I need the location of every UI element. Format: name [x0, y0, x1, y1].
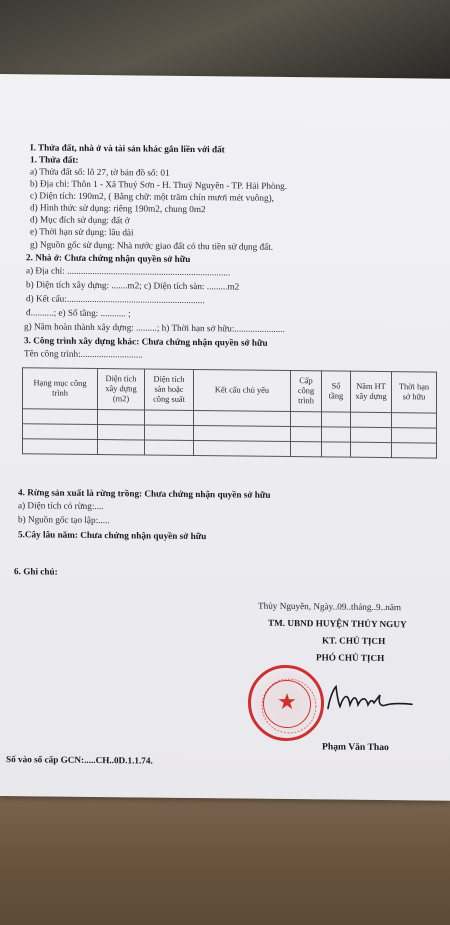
column-header: Kết cấu chủ yếu — [194, 370, 291, 412]
house-completion: g) Năm hoàn thành xây dựng: .........; h) Thời hạn sở hữu:...................... — [24, 321, 285, 334]
forest-area: a) Diện tích có rừng:.... — [18, 500, 104, 512]
section2-heading: 2. Nhà ở: Chưa chứng nhận quyền sở hữu — [26, 252, 191, 264]
parcel-area: c) Diện tích: 190m2, ( Bằng chữ: một trăm chín mươi mét vuông), — [30, 190, 274, 203]
signing-organization: TM. UBND HUYỆN THỦY NGUY — [268, 617, 407, 630]
usage-form: d) Hình thức sử dụng: riêng 190m2, chung 0m2 — [30, 202, 206, 215]
gcn-register-number: Số vào sổ cấp GCN:.....CH..0D.1.1.74. — [6, 754, 153, 766]
column-header: Cấp công trình — [291, 371, 322, 412]
house-area: b) Diện tích xây dựng: .......m2; c) Diện tích sàn: .........m2 — [26, 279, 240, 292]
handwritten-signature — [320, 682, 430, 713]
column-header: Diện tích sàn hoặc công suất — [145, 369, 194, 411]
document-page — [0, 74, 450, 801]
usage-purpose: d) Mục đích sử dụng: đất ở — [30, 214, 130, 226]
signing-role-2: PHÓ CHỦ TỊCH — [316, 652, 385, 664]
usage-term: e) Thời hạn sử dụng: lâu dài — [30, 226, 134, 238]
section5-heading: 5.Cây lâu năm: Chưa chứng nhận quyền sở hữu — [18, 529, 207, 542]
house-address: a) Địa chỉ: ....................................................................... — [26, 265, 231, 278]
section1-sub: 1. Thửa đất: — [30, 154, 79, 165]
house-structure: d) Kết cấu:............................................................ — [26, 293, 205, 306]
background-table-surface — [0, 790, 450, 925]
section1-heading: I. Thửa đất, nhà ở và tài sản khác gắn liền với đất — [30, 142, 225, 155]
column-header: Diện tích xây dựng (m2) — [98, 369, 145, 410]
seal-emblem — [263, 680, 311, 729]
signer-name: Phạm Văn Thao — [322, 741, 389, 754]
forest-origin: b) Nguồn gốc tạo lập:..... — [18, 514, 110, 526]
signing-role-1: KT. CHỦ TỊCH — [322, 635, 386, 647]
column-header: Thời hạn sở hữu — [392, 372, 437, 413]
column-header: Hạng mục công trình — [23, 368, 98, 410]
column-header: Năm HT xây dựng — [351, 371, 392, 412]
section6-heading: 6. Ghi chú: — [14, 566, 58, 577]
parcel-address: b) Địa chỉ: Thôn 1 - Xã Thuỷ Sơn - H. Thuỷ Nguyên - TP. Hải Phòng. — [30, 178, 288, 192]
construction-name: Tên công trình:........................... — [24, 348, 143, 360]
construction-table — [22, 367, 437, 458]
section4-heading: 4. Rừng sản xuất là rừng trồng: Chưa chứng nhận quyền sở hữu — [18, 487, 271, 500]
usage-origin: g) Nguồn gốc sử dụng: Nhà nước giao đất có thu tiền sử dụng đất. — [30, 239, 274, 252]
star-icon: ★ — [277, 688, 297, 715]
background-top — [0, 0, 450, 80]
parcel-number: a) Thửa đất số: lô 27, tờ bản đồ số: 01 — [30, 166, 170, 178]
place-date: Thủy Nguyên, Ngày..09..tháng..9..năm — [258, 600, 402, 613]
section3-heading: 3. Công trình xây dựng khác: Chưa chứng nhận quyền sở hữu — [24, 335, 268, 348]
column-header: Số tầng — [322, 371, 351, 412]
table-row — [23, 439, 437, 458]
table-header-row — [23, 368, 437, 413]
house-floors: đ..........; e) Số tầng: ........... ; — [26, 307, 131, 319]
official-red-seal — [248, 665, 324, 742]
